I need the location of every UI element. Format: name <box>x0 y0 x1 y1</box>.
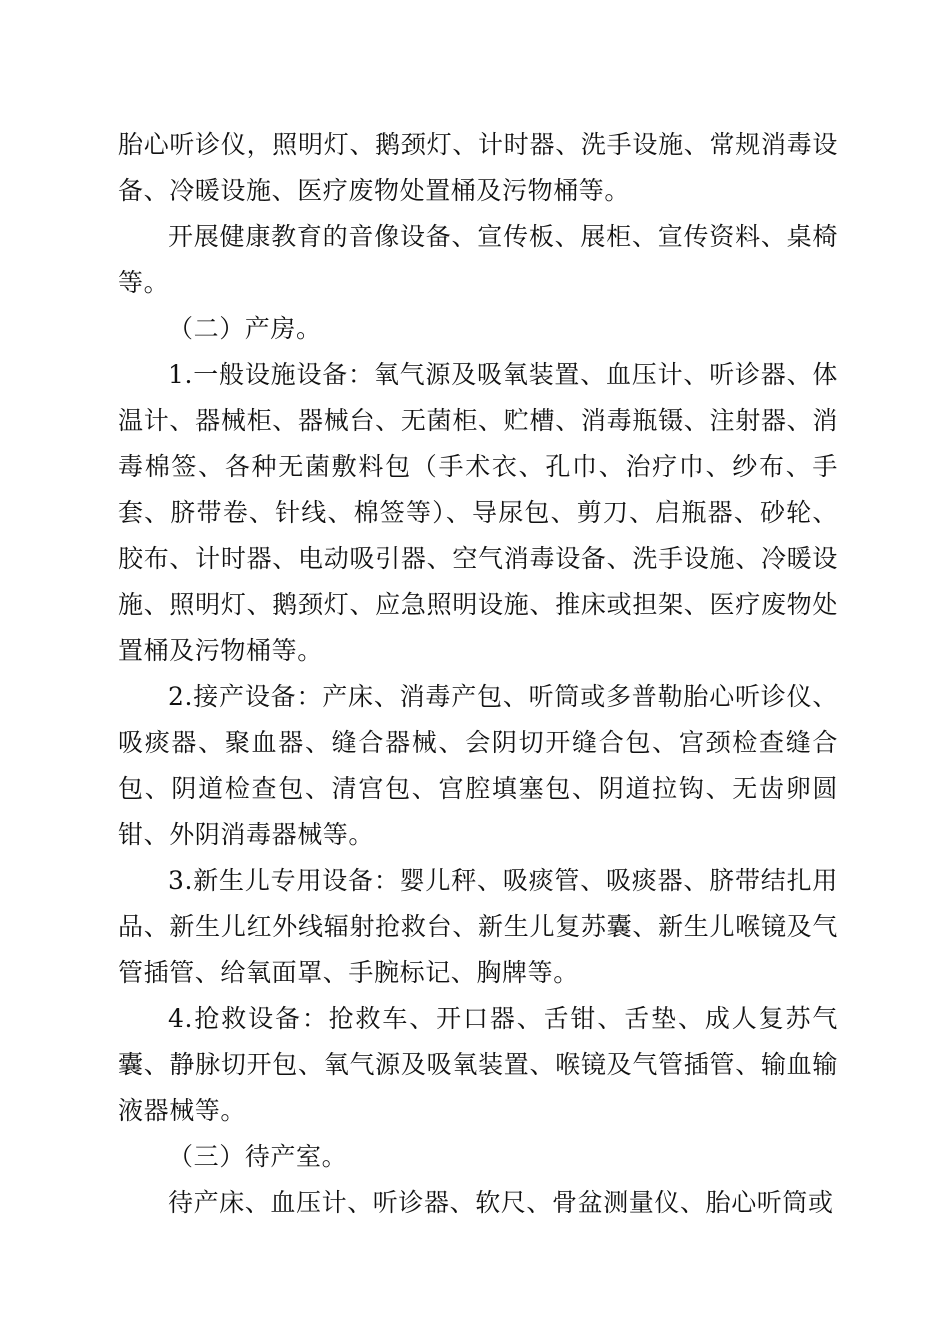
paragraph-newborn-equipment: 3.新生儿专用设备：婴儿秤、吸痰管、吸痰器、脐带结扎用品、新生儿红外线辐射抢救台、新生儿复苏囊、新生儿喉镜及气管插管、给氧面罩、手腕标记、胸牌等。 <box>118 866 838 987</box>
paragraph-health-education: 开展健康教育的音像设备、宣传板、展柜、宣传资料、桌椅等。 <box>118 222 838 297</box>
paragraph-general-facilities: 1.一般设施设备：氧气源及吸氧装置、血压计、听诊器、体温计、器械柜、器械台、无菌柜、贮槽、消毒瓶镊、注射器、消毒棉签、各种无菌敷料包（手术衣、孔巾、治疗巾、纱布、手套、脐带卷、针线、棉签等）、导尿包、剪刀、启瓶器、砂轮、胶布、计时器、电动吸引器、空气消毒设备、洗手设施、冷暖设施、照明灯、鹅颈灯、应急照明设施、推床或担架、医疗废物处置桶及污物桶等。 <box>118 360 838 665</box>
section-heading-labor-room: （三）待产室。 <box>168 1142 348 1171</box>
section-heading-delivery-room: （二）产房。 <box>168 314 322 343</box>
paragraph-rescue-equipment: 4.抢救设备：抢救车、开口器、舌钳、舌垫、成人复苏气囊、静脉切开包、氧气源及吸氧装置、喉镜及气管插管、输血输液器械等。 <box>118 1004 838 1125</box>
paragraph-delivery-equipment: 2.接产设备：产床、消毒产包、听筒或多普勒胎心听诊仪、吸痰器、聚血器、缝合器械、会阴切开缝合包、宫颈检查缝合包、阴道检查包、清宫包、宫腔填塞包、阴道拉钩、无齿卵圆钳、外阴消毒器械等。 <box>118 682 838 849</box>
paragraph-continued-equipment: 胎心听诊仪，照明灯、鹅颈灯、计时器、洗手设施、常规消毒设备、冷暖设施、医疗废物处置桶及污物桶等。 <box>118 130 838 205</box>
document-body <box>118 122 838 1226</box>
paragraph-labor-room-equipment: 待产床、血压计、听诊器、软尺、骨盆测量仪、胎心听筒或 <box>168 1188 834 1217</box>
